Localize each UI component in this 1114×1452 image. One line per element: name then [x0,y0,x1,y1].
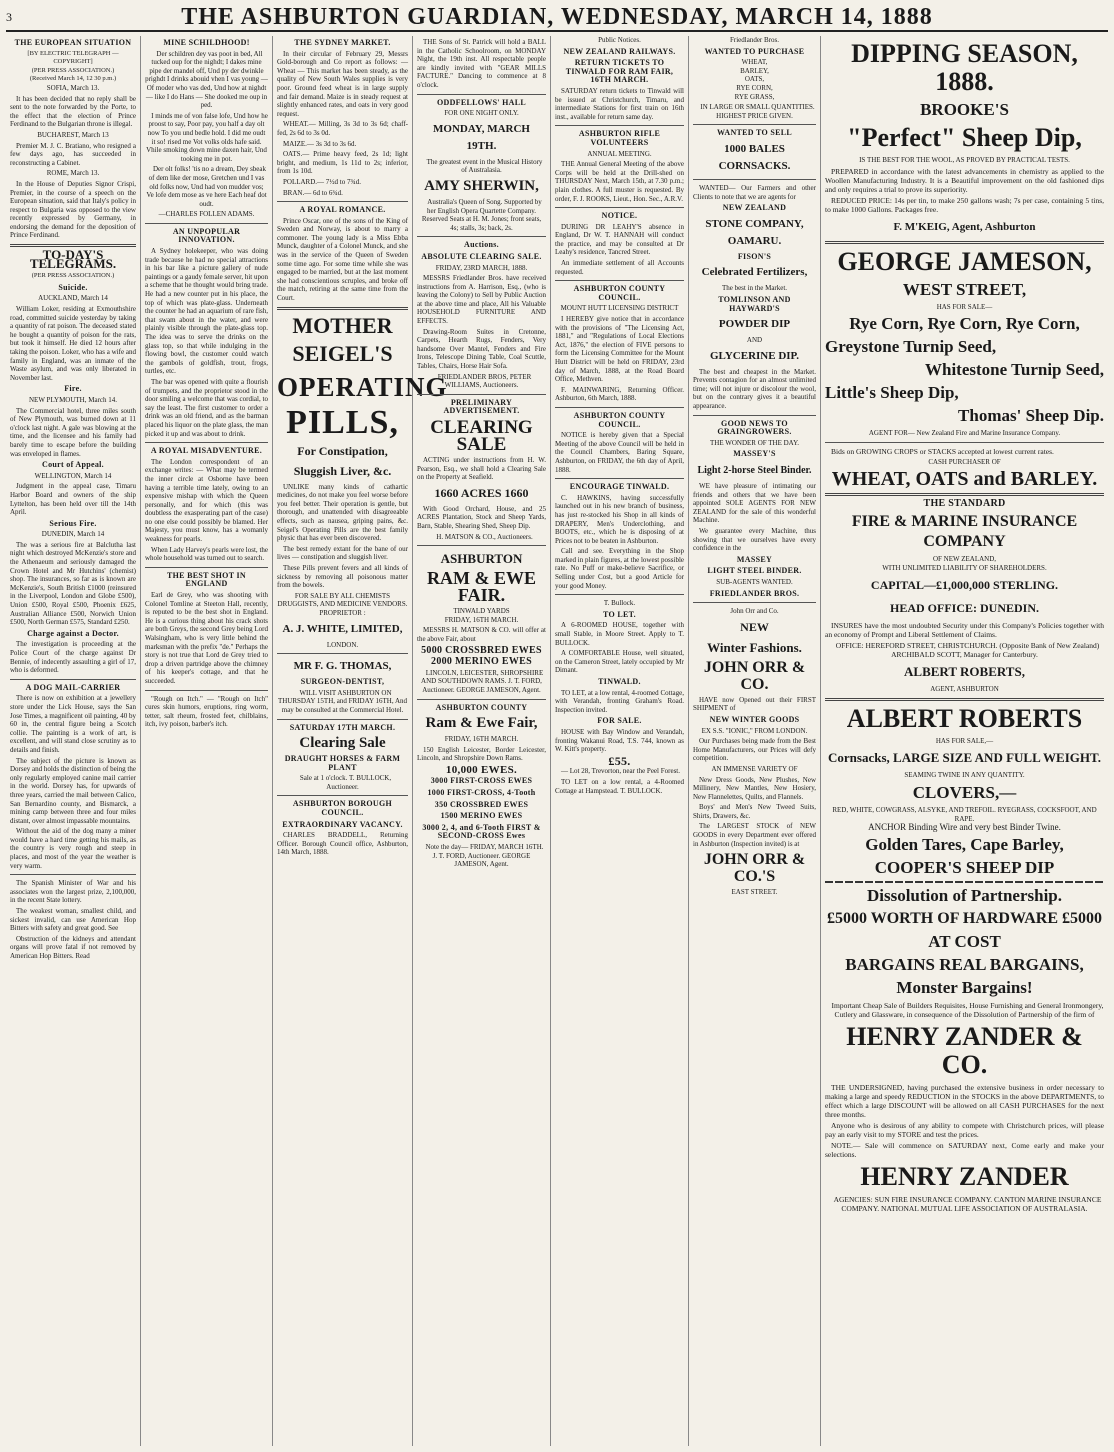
notice-paragraph: An immediate settlement of all Accounts requested. [555,259,684,276]
article-paragraph: William Loker, residing at Exmouthshire road, committed suicide yesterday by taking a quantity of rat poison. The deceased stated he bought a quantity of poison for the rats, but took it himself. He died 12 hours after taking the poison. Loker, who has a wife and family in England, was an inmate of the Waste asylum, and was only liberated in November last. [10,305,136,382]
notice-paragraph: CHARLES BRADDELL, Returning Officer. Borough Council office, Ashburton, 14th March, 1888. [277,831,408,857]
notice-subheadline: EXTRAORDINARY VACANCY. [282,819,403,829]
ad-headline: POWDER DIP [718,318,791,331]
headline: A ROYAL ROMANCE. [299,205,386,215]
ad-headline: ODDFELLOWS' HALL [436,97,527,107]
ad-headline: LIGHT STEEL BINDER. [707,566,802,576]
ad-paragraph: Bids on GROWING CROPS or STACKS accepted at lowest current rates. [831,446,1054,456]
ad-paragraph: Drawing-Room Suites in Cretonne, Carpets, Hearth Rugs, Fenders, Very handsome Over Mantel, Fenders and Fire Irons, Telescope Dining Table, Coal Scuttle, Tables, Chairs, Horse Hair Sofa. [417,327,546,371]
ad-line: 1000 FIRST-CROSS, 4-Tooth [427,788,536,798]
ad-paragraph: — Lot 28, Trevorton, near the Peel Forest. [561,767,680,776]
ad-paragraph: UNLIKE many kinds of cathartic medicines, do not make you feel worse before you feel better. Their operation is gentle, but thorough, and unattended with disagreeable effects, such as nausea, griping pains, &c. Seigel's Operating Pills are the best family physic that has ever been discovered. [277,482,408,543]
ad-line: 1500 MERINO EWES [440,811,523,821]
ad-line: FRIDAY, 23RD MARCH, 1888. [435,263,528,272]
notice-headline: ASHBURTON RIFLE VOLUNTEERS [578,129,661,147]
ad-headline: ASHBURTON [440,551,523,567]
ad-paragraph: A COMFORTABLE House, well situated, on the Cameron Street, lately occupied by Mr Dimant. [555,649,684,675]
page-number: 3 [6,9,13,24]
ad-line: SEAMING TWINE IN ANY QUANTITY. [904,771,1025,780]
notice-headline: ASHBURTON COUNTY COUNCIL. [573,284,666,302]
ad-paragraph: ACTING under instructions from H. W. Pearson, Esq., we shall hold a Clearing Sale on the Property at Seafield. [417,456,546,482]
ad-subheadline: SURGEON-DENTIST, [300,677,385,687]
dateline: BUCHAREST, March 13 [37,130,109,139]
ad-headline: Celebrated Fertilizers, [701,266,808,279]
dateline: (Received March 14, 12 30 p.m.) [29,75,117,83]
ad-paragraph: MESSRS H. MATSON & CO. will offer at the above Fair, about [417,626,546,643]
ad-headline: CLOVERS,— [912,782,1017,802]
column-2 [141,36,273,1446]
headline: THE EUROPEAN SITUATION [14,38,132,47]
ad-line: 350 CROSSBRED EWES [434,799,529,809]
ad-headline: WEST STREET, [902,279,1027,299]
ad-headline: FRIEDLANDER BROS. [709,588,800,598]
article-paragraph: Without the aid of the dog many a miner would have a hard time getting his mails, as the country is very rough and steep in places, and most of the year the weather is very warm. [10,827,136,870]
market-price: OATS.— Prime heavy feed, 2s 1d; light bright, and medium, 1s 11d to 2s; inferior, from 1s 10d. [277,150,408,176]
ad-paragraph: The greatest event in the Musical History of Australasia. [426,157,543,175]
ad-line: FOR ONE NIGHT ONLY. [444,109,519,118]
headline: A ROYAL MISADVENTURE. [150,446,263,456]
ad-headline: PRELIMINARY ADVERTISEMENT. [443,397,520,416]
notice-headline: ASHBURTON BOROUGH COUNCIL. [292,799,393,818]
market-price: WHEAT.— Milling, 3s 3d to 3s 6d; chaff-fed, 2s 6d to 3s 0d. [277,120,408,137]
ad-headline: JOHN ORR & CO.'S [703,851,806,886]
article-paragraph: The bar was opened with quite a flourish of trumpets, and the proprietor stood in the door smiling a welcome that was cordial, to say the least. The first customer to order a drink was an old friend, and as the barman placed his liquor on the plate glass, the man picked it up and was about to drink. [145,377,268,438]
section-heading: Auctions. [464,240,499,250]
ad-paragraph: Boys' and Men's New Tweed Suits, Shirts, Drawers, &c. [693,803,816,820]
dateline: (PER PRESS ASSOCIATION.) [31,66,115,74]
ad-line: RYE GRASS, [734,92,775,101]
ad-headline: ENCOURAGE TINWALD. [569,482,670,492]
ad-headline: Cornsacks, LARGE SIZE AND FULL WEIGHT. [828,750,1101,766]
subheadline: Serious Fire. [49,518,97,528]
article-paragraph: Judgment in the appeal case, Timaru Harbor Board and owners of the ship Lyttelton, has been held over till the 14th April. [10,482,136,517]
dateline: DUNEDIN, March 14 [41,530,105,539]
column-3 [273,36,448,1446]
ad-headline: AMY SHERWIN, [424,177,539,194]
ad-line: ANCHOR Binding Wire and very best Binder Twine. [868,822,1061,833]
ad-headline: MONDAY, MARCH 19TH. [433,122,530,152]
ad-headline: Winter Fashions. [707,639,802,655]
ad-headline: GOOD NEWS TO GRAINGROWERS. [717,418,792,437]
article-paragraph: In their circular of February 29, Messrs Gold-borough and Co report as follows: — Wheat — This market has been steady, as the quality of New South Wales supplies is very poor. Ground feed wheat is in large supply and fair demand. Maize is in steady request at slightly enhanced rates, and oats in very good request. [277,49,408,118]
ad-headline: SEIGEL'S [292,340,393,366]
notice-paragraph: F. MAINWARING, Returning Officer. Ashburton, 6th March, 1888. [555,385,684,403]
ad-paragraph: NOTE.— Sale will commence on SATURDAY next, Come early and make your selections. [825,1140,1104,1159]
notice-paragraph: NOTICE is hereby given that a Special Meeting of the above Council will be held in the Council Chambers, Baring Square, Ashburton, on FRIDAY, the 6th day of April, 1888. [555,431,684,474]
ad-paragraph: MESSRS Friedlander Bros. have received instructions from A. Harrison, Esq., (who is leaving the Colony) to Sell by Public Auction at the above time and place, All his Valuable HOUSEHOLD FURNITURE AND EFFECTS. [417,274,546,326]
ad-line: OATS, [744,75,765,84]
ad-line: 3000 2, 4, and 6-Tooth FIRST & SECOND-CROSS Ewes [422,822,541,841]
section-heading: John Orr and Co. [730,607,779,616]
ad-proprietor: A. J. WHITE, LIMITED, [282,622,403,635]
article-paragraph: It has been decided that no reply shall be sent to the note forwarded by the Porte, to the effect that the election of Prince Ferdinand to the Bulgarian throne is illegal. [10,94,136,129]
ad-paragraph: THE Sons of St. Patrick will hold a BALL in the Catholic Schoolroom, on MONDAY Night, the 19th inst. All respectable people are kindly invited with "GEAR MILLS FACTURE." Dancing to commence at 8 o'clock. [417,38,546,89]
ad-headline: STONE COMPANY, OAMARU. [705,217,804,247]
ad-headline: CAPITAL—£1,000,000 STERLING. [870,578,1059,593]
ad-line: OF NEW ZEALAND, [932,554,997,563]
ad-headline: TOMLINSON AND HAYWARD'S [718,294,791,313]
notice-paragraph: I HEREBY give notice that in accordance with the provisions of "The Licensing Act, 1881," and "Regulations of Local Elections Act, 1876," the election of FIVE persons to form the Licensing Committee for the Mount Hutt District will be held on FRIDAY, 23rd day of March, 1888, at the Road Board Office, Methven. [555,315,684,384]
column-4 [413,36,551,1446]
ad-subheadline: Sluggish Liver, &c. [293,463,392,478]
ad-headline: £5000 WORTH OF HARDWARE £5000 [826,909,1102,927]
ad-line: TINWALD YARDS [453,607,510,616]
ad-headline: FOR SALE. [597,716,642,726]
ad-line: PROPRIETOR : [319,608,366,617]
ad-paragraph: Sale at 1 o'clock. T. BULLOCK, Auctioneer. [299,774,392,791]
dateline: NEW PLYMOUTH, March 14. [28,395,118,404]
ad-paragraph: Anyone who is desirous of any ability to compete with Christchurch prices, will please pay an early visit to my STORE and test the prices. [825,1120,1104,1139]
ad-line: RED, WHITE, COWGRASS, ALSYKE, AND TREFOIL. RYEGRASS, COCKSFOOT, AND RAPE. [832,805,1097,823]
dateline: WELLINGTON, March 14 [34,471,112,480]
ad-headline: ASHBURTON COUNTY [435,702,528,712]
ad-line: The best in the Market. [721,284,788,293]
ad-line: IS THE BEST FOR THE WOOL, AS PROVED BY PRACTICAL TESTS. [859,156,1070,164]
article-paragraph: Premier M. J. C. Bratiano, who resigned a few days ago, has succeeded in reconstructing a Cabinet. [10,141,136,167]
headline: A DOG MAIL-CARRIER [25,682,121,692]
columns [6,36,1108,1446]
ad-paragraph: WE have pleasure of intimating our friends and others that we have been appointed SOLE AGENTS FOR NEW ZEALAND for the sale of this wonderful Machine. [693,482,816,525]
ad-subheadline: DRAUGHT HORSES & FARM PLANT [284,754,401,772]
ad-headline: 1000 BALES CORNSACKS. [718,142,791,172]
ad-headline: NEW ZEALAND [722,203,787,213]
ad-headline: OPERATING [277,371,448,402]
ad-headline: Rye Corn, Rye Corn, Rye Corn, [849,314,1080,334]
article-paragraph: A Sydney holekeeper, who was doing trade because he had no special attractions in his bar like a picture gallery of nude paintings or a gaudy female server, hit upon a scheme that he thought would bring trade. He had a new counter put in his place, the top of which was plate-glass. Underneath the counter he had an aquarium of rare fish, that swam about in the water, and were plainly visible through the plate-glass top. The idea was to serve the drinks on the glass top, so that while indulging in the flowing bowl, the customer could watch the gambols of goldfish, trout, frogs, turtles, etc. [145,247,268,376]
ad-headline: Greystone Turnip Seed, [825,337,997,357]
ad-headline: CLEARING SALE [430,417,533,455]
article-paragraph: Prince Oscar, one of the sons of the King of Sweden and Norway, is about to marry a commoner. The young lady is a Miss Ebba Munck, daughter of a Colonel Munck, and she was in the service of the Queen of Sweden some time ago. For some time while she was engaged to be married, but at the last moment she had conscientious scruples, and broke off the match, retiring at the same time from the Court. [277,216,408,303]
ad-subheadline: For Constipation, [297,443,388,458]
ad-line: 10,000 EWES. [445,763,518,776]
ad-line: EX S.S. "IONIC," FROM LONDON. [701,726,808,735]
section-heading: T. Bullock. [603,599,636,608]
ad-headline: Monster Bargains! [896,977,1033,997]
ad-line: FOR SALE BY ALL CHEMISTS DRUGGISTS, AND MEDICINE VENDORS. [277,591,408,609]
article-paragraph: The investigation is proceeding at the Police Court of the charge against Dr Bennie, of indecently assaulting a girl of 17, who is deformed. [10,640,136,675]
ad-paragraph: INSURES have the most undoubted Security under this Company's Policies together with an economy of Prompt and Liberal Settlement of Claims. [825,621,1104,640]
masthead [6,4,1108,32]
ad-paragraph: The best remedy extant for the bane of our lives — constipation and sluggish liver. [277,544,408,562]
dateline: (PER PRESS ASSOCIATION.) [31,272,115,280]
article-paragraph: The London correspondent of an exchange writes: — What may be termed the inner circle at Osborne have been having a terrible time lately, owing to an expensive mishap with which the Queen personally, and for which (this was doubtless the exasperating part of the case) no one else could possibly be blamed. Her Majesty, you must know, has a womanly weakness for pearls. [145,457,268,544]
subheadline: Court of Appeal. [42,460,104,470]
ad-headline: Whitestone Turnip Seed, [924,360,1104,380]
ad-line: 3000 FIRST-CROSS EWES [430,776,533,786]
article-paragraph: Earl de Grey, who was shooting with Colonel Tomline at Steeton Hall, recently, is reputed to be the best shot in England. He is a curious thing about his crack shots are both Greys, the second Grey being Lord Walsingham, who is very little behind the marksman with the prefix "de." Perhaps the story is not true that Lord de Grey tried to drop a driven partridge above the chimney of his keeper's cottage, and that he succeeded. [145,591,268,685]
ad-paragraph: OFFICE: HEREFORD STREET, CHRISTCHURCH. (Opposite Bank of New Zealand) ARCHIBALD SCOTT, Manager for Canterbury. [835,641,1100,660]
notice-headline: NEW ZEALAND RAILWAYS. [563,46,676,56]
ad-headline: BARGAINS REAL BARGAINS, [845,954,1084,974]
article-paragraph: The Spanish Minister of War and his associates won the largest prize, 2,100,000, in the recent State lottery. [10,879,136,905]
ad-paragraph: FRIEDLANDER BROS, PETER WILLIAMS, Auctioneers. [437,372,532,390]
article-paragraph: The subject of the picture is known as Dorsey and holds the distinction of being the only regularly employed canine mail carrier in the world. Dorsey has, for upwards of three years, carried the mail between Calico, San Bernardino county, and Bismarck, a mining camp between three and four miles distant, over almost impassable mountains. [10,756,136,825]
ad-headline: BROOKE'S [920,100,1009,119]
notice-subheadline: ANNUAL MEETING. [587,149,652,158]
ad-headline: WANTED TO SELL [716,128,793,138]
ad-paragraph: REDUCED PRICE: 14s per tin, to make 250 gallons wash; 7s per case, containing 5 tins, to make 1000 Gallons. Packages free. [825,195,1104,214]
ad-headline: SATURDAY 17TH MARCH. [289,722,396,732]
article-paragraph: The was a serious fire at Balclutha last night which destroyed McKenzie's store and the Athenaeum and seriously damaged the Crown Hotel and Mr Hutchins' (chemist) shop. The insurances, so far as is known are McKenzie's, South British £1000 (reinsured in the Liverpool, London and Globe £500), Union £500, Royal £500, Phoenix £625, Australian Alliance £500, Norwich Union £500, North German £575, Standard £250. [10,540,136,627]
ad-headline: COOPER'S SHEEP DIP [874,857,1055,877]
subheadline: Charge against a Doctor. [27,628,119,638]
market-price: BRAN.— 6d to 6¾d. [283,188,343,197]
ad-headline: "Perfect" Sheep Dip, [847,123,1082,152]
ad-headline: MOTHER [292,312,393,338]
ad-paragraph: C. HAWKINS, having successfully launched out in his new branch of business, has just re-stocked his Shop in all kinds of DRAPERY, Men's Underclothing, and BOOTS, etc., which he is disposing of at Prices not to be beaten in Ashburton. [555,493,684,545]
column-1 [6,36,141,1446]
ad-headline: Dissolution of Partnership. [866,885,1063,905]
ad-headline: HENRY ZANDER & CO. [846,1021,1083,1079]
ad-paragraph: WILL VISIT ASHBURTON ON THURSDAY 15TH, and FRIDAY 16TH, And may be consulted at the Commercial Hotel. [277,688,408,714]
dateline: [BY ELECTRIC TELEGRAPH — COPYRIGHT] [27,49,119,66]
ad-line: LONDON. [326,640,359,649]
dateline: ROME, March 13. [46,169,100,178]
ad-headline: TINWALD. [598,677,641,686]
ad-paragraph: HAVE now Opened out their FIRST SHIPMENT of [693,695,816,713]
headline: TO-DAY'S TELEGRAMS. [29,247,117,271]
ad-headline: FISON'S [737,251,772,261]
ad-paragraph: These Pills prevent fevers and all kinds of sickness by removing all poisonous matter from the bowels. [277,563,408,590]
ad-line: AND [746,336,763,345]
article-paragraph: The Commercial hotel, three miles south of New Plymouth, was burned down at 11 o'clock last night. A gale was blowing at the time, and the licensee and his family had barely time to escape before the building was enveloped in flames. [10,406,136,458]
headline: THE BEST SHOT IN ENGLAND [167,570,246,589]
ad-paragraph: A 6-ROOMED HOUSE, together with small Stable, in Moore Street. Apply to T. BULLOCK. [555,621,684,647]
ad-headline: HENRY ZANDER [860,1161,1069,1191]
section-heading: Friedlander Bros. [730,36,779,44]
ad-paragraph: New Dress Goods, New Plushes, New Millinery, New Mantles, New Hosiery, New Flannelettes, Quilts, and Flannels. [693,775,816,801]
dateline: SOFIA, March 13. [46,83,100,92]
market-price: MAIZE.— 3s 3d to 3s 6d. [283,139,357,148]
ad-paragraph: H. MATSON & CO., Auctioneers. [436,532,533,541]
column-5 [551,36,689,1446]
section-heading: Public Notices. [598,36,641,44]
ad-headline: ALBERT ROBERTS, [904,664,1025,680]
ad-headline: Light 2-horse Steel Binder. [697,465,812,477]
poem-stanza: I minds me of von false lofe, Und how he proost to say, Poor pay, you half a day olt now To you und bedle hold. I did me oudt it so! rised me Vot volks olds hafe said. Vhile smoking down mine daxen hair, Und tooking me in pot. [146,111,268,163]
ad-line: THE WONDER OF THE DAY. [710,438,799,447]
headline: AN UNPOPULAR INNOVATION. [172,226,241,245]
article-paragraph: The weakest woman, smallest child, and sickest invalid, can use American Hop Bitters with safety and great good. See [10,907,136,933]
ad-paragraph: THE UNDERSIGNED, having purchased the extensive business in order necessary to making a large and speedy REDUCTION in the STOCKS in the above DEPARTMENTS, to effect which a large DISCOUNT will be allowed on all CASH PURCHASES for the next three months. [825,1082,1104,1119]
ad-headline: ALBERT ROBERTS [846,703,1083,733]
ad-line: RYE CORN, [736,83,773,92]
column-6 [689,36,821,1446]
newspaper-title: THE ASHBURTON GUARDIAN, WEDNESDAY, MARCH 14, 1888 [181,3,933,30]
ad-line: F. M'KEIG, Agent, Ashburton [893,220,1036,233]
article-paragraph: "Rough on Itch." — "Rough on Itch" cures skin humors, eruptions, ring worm, tetter, salt rheum, frosted feet, chilblains, itch, ivy poison, barber's itch. [145,694,268,729]
ad-headline: RAM & EWE FAIR. [427,568,536,606]
ad-headline: ABSOLUTE CLEARING SALE. [421,251,542,261]
poem-stanza: Der olt folks! 'tis no a dream, Dey sbeak of dem like der mose, Gretchen und I vas old folks now, Und had von mudder vos; Ve lofe dem mose as ve here Each heaf dot oudt. [146,165,267,208]
ad-line: HAS FOR SALE,— [935,736,994,745]
ad-headline: 1660 ACRES 1660 [434,485,529,500]
ad-paragraph: Australia's Queen of Song. Supported by her English Opera Quartette Company. Reserved Seats at H. M. Jones; front seats, 4s; stalls, 3s; back, 2s. [421,197,542,232]
ad-headline: Ram & Ewe Fair, [425,715,538,732]
ad-headline: WHEAT, OATS and BARLEY. [831,468,1098,491]
notice-paragraph: DURING DR LEAHY'S absence in England, Dr W. T. HANNAH will conduct the practice, and may be consulted at Dr Leahy's residence, Tancred Street. [555,222,684,257]
ad-headline: MASSEY [736,554,773,564]
ad-line: WITH UNLIMITED LIABILITY OF SHAREHOLDERS. [882,563,1047,572]
ad-headline: JOHN ORR & CO. [703,658,806,693]
ad-headline: GEORGE JAMESON, [837,246,1092,276]
ad-paragraph: WANTED— Our Farmers and other Clients to note that we are agents for [693,183,816,201]
subheadline: Suicide. [58,282,88,292]
market-price: POLLARD.— 7½d to 7¾d. [283,177,361,186]
dateline: AUCKLAND, March 14 [38,294,108,303]
subheadline: Fire. [64,384,82,394]
ad-line: FRIDAY, 16TH MARCH. [444,735,519,744]
ad-line: FRIDAY, 16TH MARCH. [444,615,519,624]
ad-line: EAST STREET. [731,888,778,897]
ad-headline: MASSEY'S [733,449,776,459]
ad-line: 5000 CROSSBRED EWES [421,644,542,656]
ad-headline: NEW [740,619,769,634]
ad-line: HAS FOR SALE— [936,302,993,311]
ad-line: BARLEY, [740,66,769,75]
ad-headline: DIPPING SEASON, 1888. [851,39,1078,96]
ad-paragraph: IN LARGE OR SMALL QUANTITIES. HIGHEST PRICE GIVEN. [700,103,815,120]
ad-headline: Clearing Sale [299,735,386,752]
article-paragraph: In the House of Deputies Signor Crispi, Premier, in the course of a speech on the European situation, said that Italy's policy in respect to Bulgaria was opposed to the view recently expressed by Germany, in endorsing the demand for the deposition of Prince Ferdinand. [10,179,136,240]
ad-paragraph: LINCOLN, LEICESTER, SHROPSHIRE AND SOUTHDOWN RAMS. J. T. FORD, Auctioneer. GEORGE JAMESON, Agent. [421,668,544,694]
ad-line: SUB-AGENTS WANTED. [716,577,793,586]
article-paragraph: Obstruction of the kidneys and attendant organs will prove fatal if not removed by American Hop Bitters. Read [10,934,136,960]
ad-headline: GLYCERINE DIP. [709,349,800,362]
ad-line: WHEAT, [741,58,768,67]
poem-author: —CHARLES FOLLEN ADAMS. [158,210,255,219]
ad-headline: £55. [608,753,631,768]
ad-paragraph: We guarantee every Machine, thus showing that we ourselves have every confidence in the [693,527,816,553]
article-paragraph: When Lady Harvey's pearls were lost, the whole household was turned out to search. [145,545,268,563]
ad-headline: THE STANDARD [923,498,1006,510]
article-paragraph: There is now on exhibition at a jewellery store under the Lick House, says the San Jose Times, a magnificent oil painting, 40 by 60 in, the central figure being a Scotch collie. The painting is a work of art, is excellent, and will stand close scrutiny as to details and finish. [10,694,136,754]
ad-headline: WANTED TO PURCHASE [704,46,805,56]
ad-line: 2000 MERINO EWES [431,656,532,668]
ad-line: AGENT FOR— New Zealand Fire and Marine Insurance Company. [868,429,1061,438]
ad-paragraph: AGENCIES: SUN FIRE INSURANCE COMPANY. CANTON MARINE INSURANCE COMPANY. NATIONAL MUTUAL LIFE ASSOCIATION OF AUSTRALASIA. [833,1194,1102,1213]
ad-paragraph: The best and cheapest in the Market. Prevents contagion for an almost unlimited time; will not injure or discolour the wool, but on the contrary gives it a beautiful appearance. [693,367,816,411]
advertisement-seigels-pills [277,312,448,650]
ad-paragraph: Important Cheap Sale of Builders Requisites, House Furnishing and General Ironmongery, Cutlery and Glassware, in consequence of the Dissolution of Partnership of the firm of [831,1000,1104,1019]
ad-paragraph: TO LET on a low rental, a 4-Roomed Cottage at Hampstead. T. BULLOCK. [555,777,684,795]
ad-headline: NEW WINTER GOODS [709,714,800,724]
headline: MINE SCHILDHOOD! [163,38,250,47]
poem-stanza: Der schildren dey vas poot in bed, All tucked oup for the nighdt; I dakes mine pipe der mandel off, Und py der dwinkle prighdt I drinks abouid vhen I vas young — Of moder who vas ded, Und how at nighdt — like I do Hans — She dooked me oup in ped. [145,49,268,110]
ad-headline: Little's Sheep Dip, [825,383,959,403]
notice-paragraph: SATURDAY return tickets to Tinwald will be issued at Christchurch, Timaru, and intermediate Stations for first train on 16th inst., available for return same day. [555,86,684,121]
headline: THE SYDNEY MARKET. [294,38,391,47]
ad-paragraph: Note the day— FRIDAY, MARCH 16TH. J. T. FORD, Auctioneer. GEORGE JAMESON, Agent. [425,843,544,869]
ad-headline: TO LET. [603,609,636,619]
ad-headline: MR F. G. THOMAS, [293,660,392,673]
ad-line: AN IMMENSE VARIETY OF [711,764,798,773]
ad-paragraph: 150 English Leicester, Border Leicester, Lincoln, and Shropshire Down Rams. [417,745,546,763]
ad-headline: PILLS, [286,403,399,441]
ad-paragraph: Our Purchases being made from the Best Home Manufacturers, our Prices will defy competition. [693,737,816,763]
ad-paragraph: PREPARED in accordance with the latest advancements in chemistry as applied to the Woollen Manufacturing Industry. It is a Beautiful improvement on the old fashioned dips and only requires a trial to prove its superiority. [825,166,1104,194]
ad-headline: FIRE & MARINE INSURANCE COMPANY [851,512,1078,550]
ad-line: CASH PURCHASER OF [928,457,1001,466]
ad-line: AGENT, ASHBURTON [930,685,999,694]
ad-headline: AT COST [928,931,1001,951]
notice-subheadline: MOUNT HUTT LICENSING DISTRICT [560,304,679,313]
ad-paragraph: Call and see. Everything in the Shop marked in plain figures, at the lowest possible rate. No Puff or make-believe Sacrifice, or Selling under Cost, but a good Article for your good Money. [555,547,684,590]
ad-headline: Thomas' Sheep Dip. [958,406,1104,426]
notice-headline: ASHBURTON COUNTY COUNCIL. [573,410,666,429]
notice-subheadline: RETURN TICKETS TO TINWALD FOR RAM FAIR, 16TH MARCH. [565,58,674,85]
column-7 [821,36,1108,1446]
ad-paragraph: HOUSE with Bay Window and Verandah, fronting Wakanui Road, T.S. 744, known as W. Kitt's property. [555,727,684,754]
notice-paragraph: THE Annual General Meeting of the above Corps will be held at the Drill-shed on THURSDAY Next, March 15th, at 7.30 p.m.; plain clothes. A full muster is requested. By order, F. J. ROOKS, Lieut., Hon. Sec., A.R.V. [555,160,684,203]
ad-paragraph: The LARGEST STOCK of NEW GOODS in every Department ever offered in Ashburton (Inspection invited) is at [693,822,816,848]
ad-headline: Golden Tares, Cape Barley, [865,834,1064,854]
ad-paragraph: TO LET, at a low rental, 4-roomed Cottage, with Verandah, fronting Graham's Road. Inspection invited. [555,688,684,714]
notice-headline: NOTICE. [601,211,638,221]
ad-headline: HEAD OFFICE: DUNEDIN. [889,601,1039,616]
ad-paragraph: With Good Orchard, House, and 25 ACRES Plantation, Stock and Sheep Yards, Barn, Stable, Shearing Shed, Sheep Dip. [417,504,546,530]
